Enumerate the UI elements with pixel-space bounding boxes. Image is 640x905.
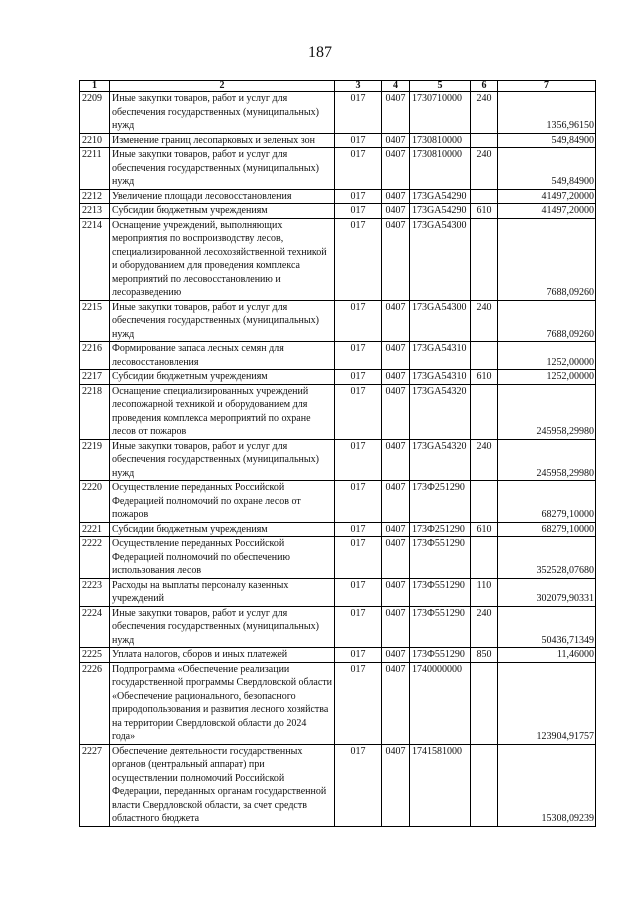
table-body (80, 92, 596, 827)
table-row (80, 606, 596, 648)
row-number: 2218 (80, 384, 110, 439)
row-amount: 41497,20000 (498, 189, 596, 204)
row-target-article: 173Ф251290 (410, 481, 471, 523)
row-amount: 1356,96150 (498, 92, 596, 134)
row-amount: 302079,90331 (498, 578, 596, 606)
row-expense-type (471, 133, 498, 148)
row-section-code: 0407 (382, 204, 410, 219)
row-description: Иные закупки товаров, работ и услуг для обеспечения государственных (муниципальных) нужд (110, 606, 335, 648)
row-amount: 549,84900 (498, 148, 596, 190)
row-ministry-code: 017 (335, 648, 382, 663)
row-section-code: 0407 (382, 481, 410, 523)
row-number: 2223 (80, 578, 110, 606)
row-description: Иные закупки товаров, работ и услуг для обеспечения государственных (муниципальных) нужд (110, 439, 335, 481)
row-target-article: 173Ф251290 (410, 522, 471, 537)
row-target-article: 173GA54310 (410, 342, 471, 370)
table-row (80, 662, 596, 744)
row-expense-type: 610 (471, 204, 498, 219)
row-ministry-code: 017 (335, 522, 382, 537)
row-number: 2221 (80, 522, 110, 537)
row-number: 2214 (80, 218, 110, 300)
row-description: Формирование запаса лесных семян для лесовосстановления (110, 342, 335, 370)
row-number: 2210 (80, 133, 110, 148)
row-ministry-code: 017 (335, 218, 382, 300)
row-ministry-code: 017 (335, 342, 382, 370)
row-number: 2226 (80, 662, 110, 744)
row-number: 2212 (80, 189, 110, 204)
row-number: 2213 (80, 204, 110, 219)
row-ministry-code: 017 (335, 578, 382, 606)
row-ministry-code: 017 (335, 370, 382, 385)
row-expense-type (471, 384, 498, 439)
table-row (80, 148, 596, 190)
row-description: Осуществление переданных Российской Федерацией полномочий по обеспечению использования лесов (110, 537, 335, 579)
row-target-article: 173GA54300 (410, 300, 471, 342)
row-amount: 245958,29980 (498, 439, 596, 481)
table-row (80, 133, 596, 148)
row-ministry-code: 017 (335, 133, 382, 148)
row-description: Субсидии бюджетным учреждениям (110, 204, 335, 219)
row-description: Уплата налогов, сборов и иных платежей (110, 648, 335, 663)
header-col-5: 5 (410, 81, 471, 92)
row-ministry-code: 017 (335, 537, 382, 579)
row-description: Иные закупки товаров, работ и услуг для обеспечения государственных (муниципальных) нужд (110, 92, 335, 134)
row-expense-type: 850 (471, 648, 498, 663)
row-expense-type (471, 744, 498, 826)
header-col-1: 1 (80, 81, 110, 92)
row-target-article: 1730810000 (410, 148, 471, 190)
row-target-article: 173GA54290 (410, 204, 471, 219)
row-number: 2227 (80, 744, 110, 826)
table-row (80, 92, 596, 134)
row-ministry-code: 017 (335, 189, 382, 204)
row-amount: 1252,00000 (498, 370, 596, 385)
row-number: 2219 (80, 439, 110, 481)
row-expense-type (471, 662, 498, 744)
row-section-code: 0407 (382, 218, 410, 300)
row-number: 2225 (80, 648, 110, 663)
table-row (80, 439, 596, 481)
row-target-article: 1740000000 (410, 662, 471, 744)
row-ministry-code: 017 (335, 606, 382, 648)
row-target-article: 1730810000 (410, 133, 471, 148)
table-row (80, 189, 596, 204)
row-section-code: 0407 (382, 439, 410, 481)
row-ministry-code: 017 (335, 92, 382, 134)
table-row (80, 342, 596, 370)
row-expense-type: 240 (471, 606, 498, 648)
header-col-7: 7 (498, 81, 596, 92)
row-number: 2215 (80, 300, 110, 342)
table-row (80, 481, 596, 523)
row-number: 2211 (80, 148, 110, 190)
row-amount: 15308,09239 (498, 744, 596, 826)
row-target-article: 173GA54320 (410, 439, 471, 481)
row-description: Изменение границ лесопарковых и зеленых зон (110, 133, 335, 148)
row-target-article: 1741581000 (410, 744, 471, 826)
row-section-code: 0407 (382, 578, 410, 606)
row-expense-type (471, 537, 498, 579)
row-expense-type: 610 (471, 522, 498, 537)
row-section-code: 0407 (382, 189, 410, 204)
row-description: Осуществление переданных Российской Федерацией полномочий по охране лесов от пожаров (110, 481, 335, 523)
row-target-article: 173GA54310 (410, 370, 471, 385)
row-description: Оснащение учреждений, выполняющих мероприятия по воспроизводству лесов, специализированной лесохозяйственной техникой и оборудованием для проведения комплекса мероприятий по лесовосстановлению и лесоразведению (110, 218, 335, 300)
row-target-article: 173Ф551290 (410, 537, 471, 579)
row-expense-type: 110 (471, 578, 498, 606)
row-section-code: 0407 (382, 662, 410, 744)
table-row (80, 744, 596, 826)
row-target-article: 173Ф551290 (410, 578, 471, 606)
row-expense-type: 240 (471, 92, 498, 134)
row-expense-type: 610 (471, 370, 498, 385)
table-row (80, 204, 596, 219)
row-ministry-code: 017 (335, 662, 382, 744)
row-amount: 245958,29980 (498, 384, 596, 439)
row-amount: 123904,91757 (498, 662, 596, 744)
row-ministry-code: 017 (335, 481, 382, 523)
header-col-2: 2 (110, 81, 335, 92)
row-description: Оснащение специализированных учреждений лесопожарной техникой и оборудованием для проведения комплекса мероприятий по охране лесов от пожаров (110, 384, 335, 439)
row-amount: 68279,10000 (498, 481, 596, 523)
table-row (80, 218, 596, 300)
header-row (80, 81, 596, 92)
row-amount: 7688,09260 (498, 218, 596, 300)
row-target-article: 173Ф551290 (410, 606, 471, 648)
row-expense-type (471, 481, 498, 523)
table-row (80, 537, 596, 579)
table-row (80, 300, 596, 342)
row-expense-type (471, 218, 498, 300)
row-section-code: 0407 (382, 648, 410, 663)
row-description: Обеспечение деятельности государственных органов (центральный аппарат) при осуществлении полномочий Российской Федерации, переданных органам государственной власти Свердловской области, за счет средств областного бюджета (110, 744, 335, 826)
row-ministry-code: 017 (335, 204, 382, 219)
table-row (80, 578, 596, 606)
row-expense-type (471, 189, 498, 204)
row-section-code: 0407 (382, 133, 410, 148)
header-col-6: 6 (471, 81, 498, 92)
row-description: Иные закупки товаров, работ и услуг для обеспечения государственных (муниципальных) нужд (110, 300, 335, 342)
row-description: Подпрограмма «Обеспечение реализации государственной программы Свердловской области «Обеспечение рационального, безопасного природопользования и развития лесного хозяйства на территории Свердловской области до 2024 года» (110, 662, 335, 744)
row-number: 2209 (80, 92, 110, 134)
row-number: 2216 (80, 342, 110, 370)
row-amount: 352528,07680 (498, 537, 596, 579)
row-amount: 68279,10000 (498, 522, 596, 537)
page-number: 187 (308, 44, 332, 61)
header-col-3: 3 (335, 81, 382, 92)
table-row (80, 384, 596, 439)
row-section-code: 0407 (382, 92, 410, 134)
row-expense-type: 240 (471, 148, 498, 190)
row-amount: 41497,20000 (498, 204, 596, 219)
row-amount: 11,46000 (498, 648, 596, 663)
row-description: Субсидии бюджетным учреждениям (110, 370, 335, 385)
row-amount: 1252,00000 (498, 342, 596, 370)
row-expense-type (471, 342, 498, 370)
row-target-article: 173Ф551290 (410, 648, 471, 663)
row-target-article: 173GA54320 (410, 384, 471, 439)
row-description: Увеличение площади лесовосстановления (110, 189, 335, 204)
row-number: 2224 (80, 606, 110, 648)
row-ministry-code: 017 (335, 439, 382, 481)
row-expense-type: 240 (471, 439, 498, 481)
row-section-code: 0407 (382, 744, 410, 826)
row-target-article: 173GA54290 (410, 189, 471, 204)
row-section-code: 0407 (382, 606, 410, 648)
header-col-4: 4 (382, 81, 410, 92)
row-section-code: 0407 (382, 370, 410, 385)
row-description: Иные закупки товаров, работ и услуг для обеспечения государственных (муниципальных) нужд (110, 148, 335, 190)
row-number: 2222 (80, 537, 110, 579)
table-row (80, 648, 596, 663)
table-row (80, 370, 596, 385)
row-ministry-code: 017 (335, 744, 382, 826)
row-ministry-code: 017 (335, 148, 382, 190)
row-description: Расходы на выплаты персоналу казенных учреждений (110, 578, 335, 606)
row-ministry-code: 017 (335, 300, 382, 342)
row-number: 2217 (80, 370, 110, 385)
row-section-code: 0407 (382, 300, 410, 342)
row-section-code: 0407 (382, 384, 410, 439)
table-row (80, 522, 596, 537)
row-section-code: 0407 (382, 342, 410, 370)
row-section-code: 0407 (382, 522, 410, 537)
budget-table (79, 80, 596, 827)
row-amount: 7688,09260 (498, 300, 596, 342)
row-target-article: 173GA54300 (410, 218, 471, 300)
row-number: 2220 (80, 481, 110, 523)
row-description: Субсидии бюджетным учреждениям (110, 522, 335, 537)
row-expense-type: 240 (471, 300, 498, 342)
row-amount: 549,84900 (498, 133, 596, 148)
row-target-article: 1730710000 (410, 92, 471, 134)
row-ministry-code: 017 (335, 384, 382, 439)
row-section-code: 0407 (382, 148, 410, 190)
row-amount: 50436,71349 (498, 606, 596, 648)
row-section-code: 0407 (382, 537, 410, 579)
